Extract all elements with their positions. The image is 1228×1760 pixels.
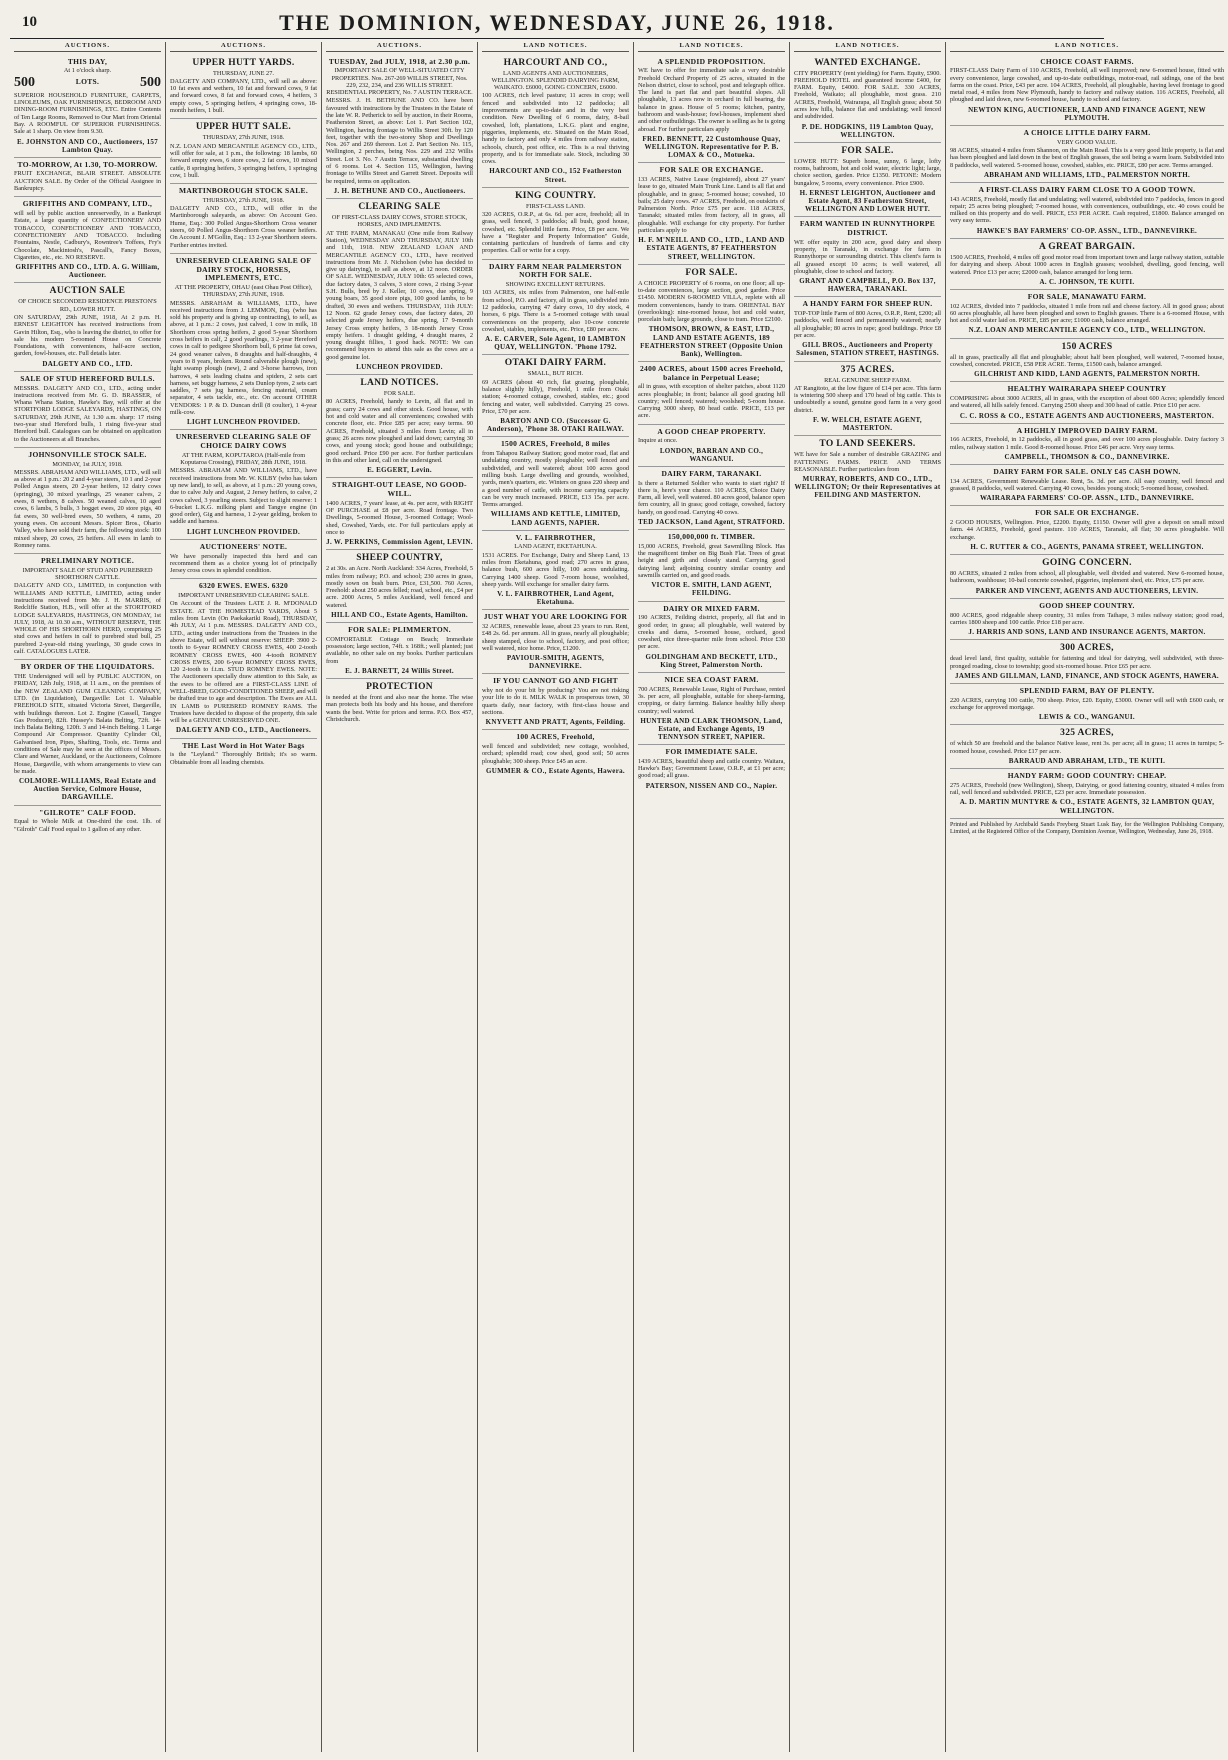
advertisement (950, 684, 1224, 725)
ad-body: 134 ACRES, Government Renewable Lease. Rent, 5s. 3d. per acre. All easy country, well fenced and grassed, 8 paddocks, well watered. Carrying 40 cows, besides young stock; 5-roomed house, cowshed. (950, 477, 1224, 493)
ad-heading: FOR SALE. (841, 145, 894, 156)
ad-body: LOWER HUTT: Superb home, sunny, 6 large, lofty rooms, bathroom, hot and cold water, electric light; large, choice section, garden. Price £1350. PETONE: Modern bungalow, 5 rooms, every convenience. Price £900. (794, 157, 941, 187)
advertisement (638, 602, 785, 673)
ad-signature: DALGETY AND CO., LTD., Auctioneers. (175, 726, 312, 735)
ad-subheading: REAL GENUINE SHEEP FARM. (824, 376, 911, 384)
ad-subheading: VERY GOOD VALUE. (1057, 138, 1117, 146)
advertisement (950, 339, 1224, 383)
ad-signature: LONDON, BARRAN AND CO., WANGANUI. (659, 446, 764, 463)
page-number: 10 (22, 14, 37, 30)
ad-body: MESSRS. ABRAHAM AND WILLIAMS, LTD., will sell as above at 1 p.m.: 20 2 and 4-year steers, 10 1 and 2-year Polled Angus steers, 20 2-year heifers, 12 dairy cows (springing), 30 mixed yearlings, 25 weaner calves, 2 ewes, 8 wethers, 8 calves. 50 weaned calves, 10 aged cows, 6 lambs, 5 bulls, 3 hogget ewes, 20 store pigs, 40 fat ewes, 30 well-bred ewes, 50 wethers, 4 rams, 20 young ewes. On account Messrs. Spicer Bros., Ohario Valley, who have sold their farm, the following stock: 100 mixed sheep, 20 cows, 25 heifers. All ewes in lamb to Romney rams. (14, 468, 161, 549)
ad-heading: TO LAND SEEKERS. (819, 439, 916, 450)
ad-heading: FOR SALE OR EXCHANGE. (1035, 508, 1139, 518)
ad-heading: 100 ACRES, Freehold, (516, 732, 595, 742)
ad-signature: J. HARRIS AND SONS, LAND AND INSURANCE AGENTS, MARTON. (968, 628, 1206, 637)
ad-subheading: FIRST-CLASS LAND. (526, 202, 585, 210)
ad-body: 275 ACRES, Freehold (new Wellington), Sheep, Dairying, or good fattening country, situated 4 miles from rail, well fenced and subdivided. PRICE, £23 per acre. Immediate possession. (950, 781, 1224, 797)
ad-heading: DAIRY FARM, TARANAKI. (661, 468, 762, 478)
ad-heading: MARTINBOROUGH STOCK SALE. (179, 186, 308, 196)
ad-heading: HANDY FARM: GOOD COUNTRY: CHEAP. (1007, 771, 1167, 781)
ad-subheading: IMPORTANT SALE OF WELL-SITUATED CITY PROPERTIES. Nos. 267-269 WILLIS STREET, Nos. 229, 232, 234, and 236 WILLIS STREET. RESIDENTIAL PROPERTY, No. 7 AUSTIN TERRACE. (326, 67, 473, 97)
ad-signature: V. L. FAIRBROTHER, Land Agent, Eketahuna. (497, 590, 614, 607)
ad-body: 143 ACRES, Freehold, mostly flat and undulating; well watered, subdivided into 7 paddocks, fences in good repair; 25 acres being ploughed; 7-roomed house, with conveniences, outbuildings, etc. 40 cows could be milked on this property and do well. PRICE, £53 PER ACRE. Cash required, £1800. Balance arranged on very easy terms. (950, 195, 1224, 225)
ad-signature: GOLDINGHAM AND BECKETT, LTD., King Street, Palmerston North. (645, 652, 778, 669)
ad-body: 166 ACRES, Freehold, in 12 paddocks, all in good grass, and over 100 acres ploughable. Dairy factory 3 miles, railway station 1 mile. Good 8-roomed house. Price £46 per acre. Very easy terms. (950, 436, 1224, 451)
ad-heading: A GREAT BARGAIN. (1038, 241, 1136, 252)
ad-heading: JUST WHAT YOU ARE LOOKING FOR (483, 612, 628, 622)
ad-signature: LIGHT LUNCHEON PROVIDED. (186, 418, 301, 427)
ad-subheading: THURSDAY, 27th JUNE, 1918. (202, 196, 285, 204)
advertisement (326, 199, 473, 375)
ad-signature: TED JACKSON, Land Agent, STRATFORD. (638, 518, 785, 527)
ad-body: COMFORTABLE Cottage on Beach; Immediate possession; large section, 74ft. x 168ft.; well planted; just available, no other sale on my books. Further particulars from (326, 635, 473, 665)
ad-body: FRUIT EXCHANGE, BLAIR STREET. ABSOLUTE AUCTION SALE. By Order of the Official Assignee in Bankruptcy. (14, 170, 161, 193)
advertisement (482, 188, 629, 260)
ad-heading: THIS DAY, (67, 56, 108, 66)
ad-body: WE offer equity in 200 acre, good dairy and sheep property, in Taranaki, in exchange for farm in Runnythorpe or surrounding district. This client's farm is all grassed except 10 acres; is well watered, all ploughable, close to school and factory. (794, 238, 941, 275)
ad-body: AT Rangitoto, at the low figure of £14 per acre. This farm is wintering 500 sheep and 170 head of big cattle. This is undoubtedly a sound, genuine good farm in a very good district. (794, 384, 941, 414)
ad-body: of which 50 are freehold and the balance Native lease, rent 3s. per acre; all in grass; 11 acres in turnips; 5-roomed house, cowshed. Price £17 per acre. (950, 740, 1224, 755)
ad-signature: KNYVETT AND PRATT, Agents, Feilding. (485, 718, 626, 727)
newspaper-title: THE DOMINION, WEDNESDAY, JUNE 26, 1918. (279, 10, 835, 35)
ad-signature: P. DE. HODGKINS, 119 Lambton Quay, WELLINGTON. (801, 122, 934, 139)
advertisement (170, 184, 317, 254)
advertisement (950, 725, 1224, 769)
ad-signature: E. JOHNSTON AND CO., Auctioneers, 157 Lambton Quay. (16, 137, 159, 154)
advertisement (170, 430, 317, 539)
ad-body: MESSRS. ABRAHAM AND WILLIAMS, LTD., have received instructions from Mr. W. KILBY (who has taken up new land), to sell, as above, at 1 p.m.: 20 young cows, due to calve July and August, 2 Jersey heifers, to calve, 2 cows calved, 3 yearling steers. Subject to slight reserve: 1 6-bucket L.K.G. milking plant and Tangye engine (in good order), Gig and harness, 1 2-year gelding, broken to saddle and harness. (170, 467, 317, 526)
ad-heading: SPLENDID FARM, BAY OF PLENTY. (1019, 686, 1155, 695)
ad-body: 80 ACRES, Freehold, handy to Levin, all flat and in grass; carry 24 cows and other stock. Good house, with hot and cold water and all conveniences; cowshed with concrete floor, etc. Price £85 per acre; easy terms. 90 ACRES, Freehold, situated 3 miles from Levin; all in grass; 26 acres now ploughed and laid down; carrying 30 cows, and young stock; good house and outbuildings; good orchard. Price £90 per acre. For further particulars in this and other land, call on the undersigned. (326, 398, 473, 464)
column-header: AUCTIONS. (326, 42, 473, 52)
ad-body: 98 ACRES, situated 4 miles from Shannon, on the Main Road. This is a very good little property, is flat and has been ploughed and laid down in the best of English grasses, the soil being a warm loam. Subdivided into 8 paddocks, well watered. 5-roomed house, cowshed, stables, etc. PRICE, £80 per acre. Terms arranged. (950, 146, 1224, 169)
advertisement (326, 550, 473, 623)
ad-heading: 1500 ACRES, Freehold, 8 miles (501, 439, 610, 449)
ad-heading: CLEARING SALE (358, 202, 441, 213)
ad-body: FIRST-CLASS Dairy Farm of 110 ACRES, Freehold, all well improved; new 6-roomed house, fitted with every convenience, large cowshed, and up-to-date outbuildings, motor-road, rail sidings, one of the best farms on the coast. Price, £43 per acre. 104 ACRES, Freehold, all ploughable, having level frontage to good metal road, 4 miles from New Plymouth, handy to factory and railway station. 116 ACRES, Freehold, all ploughed and laid down, new 6-roomed house, handy to school and factory. (950, 67, 1224, 104)
advertisement (638, 425, 785, 467)
ad-body: MESSRS. J. H. BETHUNE AND CO. have been favoured with instructions by the Trustees in the Estate of the late W. R. Petherick to sell by auction, in their Rooms, Featherston Street, as above: Lot 1. Part Section 102, Wellington, having frontage to Willis Street 30ft. by 120 feet, together with the two-storey Shop and Dwellings Nos. 267 and 269 thereon. Lot 2. Part Section No. 115, Wellington, 2 perches, being Nos. 229 and 232 Willis Street. Lot 3. No. 7 Austin Terrace, substantial dwelling of 6 rooms. Lot 4. Section 115, Wellington, having frontage to Willis Street and Garrett Street. Deposits will be required, terms on application. (326, 97, 473, 185)
ad-heading: A FIRST-CLASS DAIRY FARM CLOSE TO A GOOD TOWN. (978, 184, 1196, 194)
ad-body: 32 ACRES, renewable lease, about 23 years to run. Rent, £48 2s. 6d. per annum. All in grass, nearly all ploughable; sheep stamped, close to school, factory, and post office; well watered, nice home. Price, £1200. (482, 623, 629, 652)
ad-heading: FOR SALE OR EXCHANGE. (659, 165, 764, 175)
advertisement (482, 437, 629, 530)
ad-body: is needed at the front and also near the home. The wise man protects both his body and his house, and therefore wants the best. Write for prices and terms. P.O. Box 457, Christchurch. (326, 694, 473, 723)
ad-heading: 6320 EWES. EWES. 6320 (198, 581, 289, 591)
advertisement (14, 197, 161, 283)
advertisement (950, 382, 1224, 423)
ad-signature: JAMES AND GILLMAN, LAND, FINANCE, AND STOCK AGENTS, HAWERA. (955, 671, 1219, 680)
advertisement (794, 217, 941, 297)
ad-signature: GILCHRIST AND KIDD, LAND AGENTS, PALMERSTON NORTH. (974, 370, 1200, 379)
ad-heading: HEALTHY WAIRARAPA SHEEP COUNTRY (1007, 384, 1167, 394)
ad-signature: H. ERNEST LEIGHTON, Auctioneer and Estate Agent, 83 Featherston Street, WELLINGTON AND LOWER HUTT. (799, 189, 936, 214)
advertisement (170, 540, 317, 580)
ad-body: N.Z. LOAN AND MERCANTILE AGENCY CO., LTD., will offer for sale, at 1 p.m., the following: 18 lambs, 60 forward empty ewes, 6 store cows, 2 fat cows, 10 mixed cattle, 8 springing heifers, 3 springing heifers, 1 springing cow, 1 bull. (170, 142, 317, 179)
ad-signature: BARTON AND CO. (Successor G. Anderson), 'Phone 38. OTAKI RAILWAY. (487, 417, 624, 434)
advertisement (638, 745, 785, 793)
advertisement (950, 55, 1224, 126)
ad-heading: A GOOD CHEAP PROPERTY. (657, 426, 766, 436)
ad-signature: THOMSON, BROWN, & EAST, LTD., LAND AND ESTATE AGENTS, 189 FEATHERSTON STREET (Opposite Union Bank), Wellington. (640, 325, 783, 358)
advertisement (14, 372, 161, 448)
advertisement (326, 478, 473, 550)
ad-heading: FOR SALE: PLIMMERTON. (348, 625, 451, 635)
ad-signature: COLMORE-WILLIAMS, Real Estate and Auction Service, Colmore House, DARGAVILLE. (18, 777, 157, 802)
advertisement (794, 297, 941, 361)
advertisement (950, 769, 1224, 819)
ad-heading: UNRESERVED CLEARING SALE OF CHOICE DAIRY COWS (175, 432, 312, 451)
ad-heading: AUCTIONEERS' NOTE. (199, 541, 288, 551)
ad-subheading: THURSDAY, JUNE 27. (213, 69, 274, 77)
ad-body: 102 ACRES, divided into 7 paddocks, situated 1 mile from rail and cheese factory. All in good grass; about 60 acres ploughable, all have been ploughed and sown to English grasses. There is a 6-roomed House, with hot and cold water laid on. PRICE, £85 per acre; £1000 cash, balance arranged. (950, 302, 1224, 325)
ad-body: 320 ACRES, O.R.P., at 6s. 6d. per acre, freehold; all in grass, well fenced, 3 paddocks; all bush, good house, cowshed, etc. Splendid little farm. Price, £8 per acre. We have a "Register and Property Information" Guide, containing particulars of hundreds of farms and city properties. Call or write for a copy. (482, 210, 629, 255)
lot-count-right: 500 (139, 74, 161, 90)
ad-signature: MURRAY, ROBERTS, AND CO., LTD., WELLINGTON; Or their Representatives at FEILDING AND MASTERTON. (794, 475, 941, 500)
advertisement (170, 579, 317, 738)
advertisement (638, 163, 785, 264)
column-4 (478, 42, 634, 1752)
ad-heading: BY ORDER OF THE LIQUIDATORS. (20, 662, 155, 672)
ad-body: 100 ACRES, rich level pasture; 11 acres in crop; well fenced and subdivided into 12 paddocks; all improvements are up-to-date and in the very best condition. New Dwelling of 6 rooms, dairy, 8-bail cowshed, loft, plantations, L.K.G. plant and engine, piggeries, implements, etc. Situated on the Main Road, handy to factory and only 4 miles from railway station, schools, church, post office, etc. This is a real thriving property, and is for immediate sale. Stock, including 30 cows. (482, 92, 629, 166)
column-7 (946, 42, 1228, 1752)
ad-signature: A. C. JOHNSON, TE KUITI. (1039, 277, 1135, 286)
ad-signature: N.Z. LOAN AND MERCANTILE AGENCY CO., LTD., WELLINGTON. (968, 326, 1206, 335)
column-header: LAND NOTICES. (482, 42, 629, 52)
advertisement (170, 254, 317, 431)
ad-heading: JOHNSONVILLE STOCK SALE. (28, 449, 147, 459)
ad-body: ON SATURDAY, 29th JUNE, 1918, At 2 p.m. H. ERNEST LEIGHTON has received instructions from Gavin Hilton, Esq., who is leaving the district, to offer for sale his modern 5-roomed House on Concrete Foundations, with conveniences, half-acre section, garden, fowl-houses, etc. Full details later. (14, 313, 161, 358)
ad-heading: DAIRY FARM FOR SALE. ONLY £45 CASH DOWN. (993, 467, 1181, 477)
column-2 (166, 42, 322, 1752)
advertisement (14, 283, 161, 372)
ad-signature: WAIRARAPA FARMERS' CO-OP. ASSN., LTD., DANNEVIRKE. (980, 494, 1194, 503)
ad-heading: 150 ACRES (1061, 341, 1113, 352)
advertisement (950, 424, 1224, 465)
ad-heading: 150,000,000 ft. TIMBER. (667, 532, 756, 542)
ad-signature: CAMPBELL, THOMSON & CO., DANNEVIRKE. (1004, 452, 1170, 461)
ad-heading: A HANDY FARM FOR SHEEP RUN. (802, 299, 933, 309)
ad-subheading: AT THE PROPERTY, OHAU (east Ohau Post Office), THURSDAY, 27th JUNE, 1918. (174, 283, 313, 299)
advertisement (170, 55, 317, 120)
ad-signature: H. C. RUTTER & CO., AGENTS, PANAMA STREET, WELLINGTON. (970, 543, 1204, 552)
ad-body: 133 ACRES, Native Lease (registered), about 27 years' lease to go, situated Main Trunk Line. Land is all flat and ploughable, and in grass; 5-roomed house; cowshed, 10 bails; 25 dairy cows. 47 ACRES, Freehold, on outskirts of Palmerston North. Price £75 per acre. 118 ACRES, Taranaki; situated miles from factory, all in grass, all ploughable. Will exchange for city property. For further particulars apply to (638, 175, 785, 234)
ad-subheading: At 1 o'clock sharp. (63, 67, 112, 75)
ad-body: 103 ACRES, six miles from Palmerston, one half-mile from school, P.O. and factory, all in grass, subdivided into 12 paddocks, carrying 47 dairy cows, 10 dry stock, 4 horses, 6 pigs. There is a 5-roomed cottage with usual conveniences on the property, also 10-cow concrete cowshed, stables, implements, etc. Price, £80 per acre. (482, 289, 629, 333)
advertisement (950, 465, 1224, 506)
ad-heading: SHEEP COUNTRY, (356, 553, 443, 564)
ad-heading: FOR SALE, MANAWATU FARM. (1027, 291, 1147, 301)
ad-body: A CHOICE PROPERTY of 6 rooms, on one floor; all up-to-date conveniences, large section, good garden. Price £1450. MODERN 6-ROOMED VILLA, replete with all modern conveniences, handy to tram. ORIENTAL BAY (overlooking): nine-roomed house, hot and cold water, porcelain bath; large grounds, close to tram. Price £2100. (638, 279, 785, 324)
advertisement (794, 55, 941, 143)
ad-heading: GOING CONCERN. (1042, 558, 1132, 569)
ad-heading: 325 ACRES, (1060, 728, 1114, 739)
ad-heading: PRELIMINARY NOTICE. (40, 556, 135, 566)
advertisement (326, 623, 473, 679)
advertisement (638, 467, 785, 530)
ad-body: dead level land, first quality, suitable for fattening and ideal for dairying, well subdivided, with three-pronged roading, close to township; good six-roomed house. Price £65 per acre. (950, 655, 1224, 670)
advertisement (638, 530, 785, 601)
ad-body: from Tahapou Railway Station; good motor road, flat and undulating country, mostly ploughable; well fenced and subdivided, and well watered; about 100 acres good milling bush. Large dwelling and grounds, woolshed, yards, men's quarters, etc. Winters on grass 220 sheep and a good number of cattle, with income carrying capacity can be very much increased. PRICE, £13 15s. per acre. Terms arranged. (482, 450, 629, 509)
masthead-rule (10, 38, 1104, 39)
ad-body: MESSRS. ABRAHAM & WILLIAMS, LTD., have received instructions from J. LEMMON, Esq. (who has sold his property and is giving up contracting), to sell, as above, at 1 p.m.: 2 cows, just calved, 1 cow in milk, 18 Shorthorn cross spring heifers, 2 good 5-year Shorthorn cross heifers in calf, 2 good yearlings, 3 2-year Hereford cows in calf to pedigree Shorthorn bull, 6 prime fat cows, 24 good weaner calves, 8 draughts and half-draughts, 4 years to 8 years, broken. Round calverable plough (new), light swamp plough (new), 2 and 3-horse harrows, iron harrows, 4 sets leading chains and spiders, 2 sets cart harness, set buggy harness, 2 sets Dunlop tyres, 2 sets cart saddles, 7 sets jug harness, fencing material, cream separator, 4 sets tackle, etc., etc. On account OTHER VENDORS: 1 P. & D. Duncan drill (8 coulter), 1 4-year milk-cow. (170, 299, 317, 416)
ad-subheading: FOR SALE. (383, 390, 416, 398)
ad-body: 700 ACRES, Renewable Lease, Right of Purchase, rented 3s. per acre, all ploughable, suitable for sheep-farming, cropping, or dairy farming. Balance healthy hilly sheep country; well watered. (638, 685, 785, 715)
advertisement (14, 554, 161, 660)
ad-body: Is there a Returned Soldier who wants to start right? If there is, here's your chance. 110 ACRES, Choice Dairy Farm, all level, well watered. 80 acres good, balance open fern country, all in grass; good cottage, cowshed, factory handy, on good road. Carrying 40 cows. (638, 479, 785, 516)
ad-subheading: OF FIRST-CLASS DAIRY COWS, STORE STOCK, HORSES, AND IMPLEMENTS. (331, 214, 468, 229)
ad-body: CITY PROPERTY (rent yielding) for Farm. Equity, £900. FREEHOLD HOTEL and guaranteed income £400, for FARM. Equity, £4000. FOR SALE. 330 ACRES, Freehold, Waikato; all ploughable, most grass. 210 ACRES, Freehold, Wairarapa, all English grass; about 50 acres low hills, balance flat and undulating; well fenced and subdivided. (794, 69, 941, 121)
advertisement (950, 290, 1224, 339)
ad-heading: 375 ACRES. (840, 364, 895, 375)
ad-heading: HARCOURT AND CO., (503, 57, 608, 68)
ad-heading: WANTED EXCHANGE. (814, 57, 921, 68)
ad-signature: A. D. MARTIN MUNTYRE & CO., ESTATE AGENTS, 32 LAMBTON QUAY, WELLINGTON. (959, 798, 1215, 815)
advertisement (14, 158, 161, 198)
advertisement (482, 355, 629, 437)
ad-body: 1400 ACRES, 7 years' lease, at 4s. per acre, with RIGHT OF PURCHASE at £8 per acre. Road frontage. Two Dwellings, 5-roomed House, 3-roomed Cottage; Wool-shed, Cowshed, Yards, etc. For full particulars apply at once to (326, 499, 473, 536)
ad-heading: A SPLENDID PROPOSITION. (657, 56, 766, 66)
column-header: LAND NOTICES. (638, 42, 785, 52)
advertisement (950, 506, 1224, 555)
lot-count-row (14, 75, 161, 91)
ad-heading: LAND NOTICES. (360, 378, 439, 389)
ad-subheading: SHOWING EXCELLENT RETURNS. (505, 281, 606, 289)
ad-signature: GRIFFITHS AND CO., LTD. A. G. William, Auctioneer. (15, 263, 160, 280)
advertisement (14, 55, 161, 158)
advertisement (950, 640, 1224, 684)
ad-body: 15,000 ACRES, Freehold, great Sawmilling Block. Has the magnificent timber on Big Bush Flat. Trees of great height and girth and closely stand. Carrying good dairying land; adjoining country similar country and sawmills carried on, and good roads. (638, 542, 785, 580)
ad-heading: PROTECTION (366, 682, 433, 693)
ad-heading: GOOD SHEEP COUNTRY. (1039, 600, 1135, 610)
advertisement (950, 126, 1224, 183)
ad-signature: HARCOURT AND CO., 152 Featherston Street. (489, 167, 622, 184)
advertisement (950, 555, 1224, 599)
advertisement (638, 55, 785, 164)
advertisement (326, 55, 473, 200)
advertisement (638, 362, 785, 425)
ad-signature: HUNTER AND CLARK THOMSON, Land, Estate, and Exchange Agents, 19 TENNYSON STREET, NAPIER. (640, 716, 783, 742)
ad-body: 2 at 30s. an Acre. North Auckland: 334 Acres, Freehold, 5 miles from railway; P.O. and school; 230 acres in grass, mostly sown on bush burn. Price, £31,500. 760 Acres, Freehold: about 250 acres felled; road, school, etc., £4 per acre. 2000 Acres, 5 miles Auckland, well fenced and watered. (326, 565, 473, 609)
ad-heading: UPPER HUTT YARDS. (192, 57, 295, 68)
ad-heading: CHOICE COAST FARMS. (1040, 56, 1134, 66)
ad-body: On Account of the Trustees LATE J. R. M'DONALD ESTATE. AT THE HOMESTEAD YARDS, About 5 miles from Levin (On Paekakariki Road), THURSDAY, 4th JULY, At 1 p.m. MESSRS. DALGETY AND CO., LTD., acting under instructions from the Trustees in the above Estate, will sell without reserve: SHEEP: 3900 2-tooth to 6-year ROMNEY CROSS EWES, 400 2-tooth ROMNEY CROSS EWES, 400 4-tooth ROMNEY CROSS EWES, 200 6-year ROMNEY CROSS EWES, 120 2-tooth to f.t.m. STUD ROMNEY EWES. NOTE: The Auctioneers specially draw attention to this Sale, as the ewes to be offered are a FIRST-CLASS LINE of WELL-BRED, GOOD-CONDITIONED SHEEP, and will be drafted true to age and description. The Ewes are ALL IN LAMB to PUREBRED ROMNEY RAMS. The Trustees have decided to dispose of the property, this sale will be a GENUINE UNRESERVED ONE. (170, 600, 317, 725)
ad-heading: 300 ACRES, (1060, 643, 1114, 654)
ad-heading: UPPER HUTT SALE. (195, 122, 292, 133)
ad-subheading: IMPORTANT SALE OF STUD AND PUREBRED SHORTHORN CATTLE. (22, 566, 153, 582)
ad-body: THE Undersigned will sell by PUBLIC AUCTION, on FRIDAY, 12th July, 1918, at 11 a.m., on the premises of the NEW ZEALAND GUM CLEANING COMPANY, LTD. (in Liquidation), Dargaville: Lot 1. Valuable FREEHOLD SITE, situated Victoria Street, Dargaville, with buildings thereon. Lot 2. Engine (Cassell, Tangye Gas Producer), 82ft. Hussey's Balata Belting, 72ft. 14-inch Balata Belting, 120ft. 3 and 14-inch Belting. 1 Large Compound Air Compressor. Quantity Cylinder Oil, Galvanised Iron, Pipes, Shafting, Tools, etc. Terms and conditions of Sale may be seen at the offices of Messrs. Clare and Warner, Auckland, or the Auctioneers, Colmore House, Dargaville, with whom arrangements to view can be made. (14, 673, 161, 775)
ad-body: WE have for Sale a number of desirable GRAZING and FATTENING FARMS. PRICE AND TERMS REASONABLE. Further particulars from (794, 451, 941, 473)
ad-subheading: THURSDAY, 27th JUNE, 1918. (202, 134, 285, 142)
masthead (10, 6, 1104, 36)
ad-heading: AUCTION SALE (49, 286, 126, 297)
ad-body: COMPRISING about 3000 ACRES, all in grass, with the exception of about 600 Acres; splendidly fenced and watered, all hills safely fenced. Carrying 2500 sheep and 300 head of cattle. Price £10 per acre. (950, 395, 1224, 410)
ad-heading: 2400 ACRES, about 1500 acres Freehold, balance in Perpetual Lease; (639, 363, 783, 382)
ad-body: is the "Leyland." Thoroughly British; it's so warm. Obtainable from all leading chemists. (170, 751, 317, 766)
ad-body: all in grass, practically all flat and ploughable; about half been ploughed, well watered, 7-roomed house, cowshed, concreted. PRICE, £58 PER ACRE. Terms, £1500 cash, balance arranged. (950, 353, 1224, 368)
ad-body: 1531 ACRES. For Exchange, Dairy and Sheep Land, 13 miles from Eketahuna, good road; 270 acres in grass, balance bush, 600 acres hilly, 100 acres undulating. Carrying 1400 sheep. Good 7-room house, woolshed, sheep yards. Will exchange for smaller dairy farm. (482, 551, 629, 588)
ad-heading: FOR SALE. (685, 267, 738, 278)
lot-label: LOTS. (75, 77, 100, 87)
advertisement (638, 673, 785, 745)
ad-body: AT THE FARM, MANAKAU (One mile from Railway Station), WEDNESDAY AND THURSDAY, JULY 10th and 11th, 1918. NEW ZEALAND LOAN AND MERCANTILE AGENCY CO., LTD., have received instructions from Mr. J. Nicholson (who has decided to give up dairying), to sell as above, at 12 noon. ORDER OF SALE. WEDNESDAY, JULY 10th: 65 selected cows, due factory dates, 3 calves, 3 store cows, 2 rising 3-year S.H. Bulls, bred by J. Keller, 10 cows, due spring, 9 young boars, 35 good store pigs, 100 good lambs, to be drafted, 30 ewes and wethers. THURSDAY, 11th JULY: 12 Noon. 62 grade Jersey cows, due factory dates, 20 selected grade Jersey heifers, due spring, 17 9-month Jersey Cross empty heifers, 3 18-month Jersey Cross empty heifers. 1 draught gelding, 4 draught mares, 2 young draught fillies, 1 good hack. NOTE: We can recommend buyers to attend this sale as the cows are a good genuine lot. (326, 229, 473, 361)
column-6 (790, 42, 946, 1752)
advertisement (170, 739, 317, 770)
advertisement (950, 183, 1224, 239)
ad-body: will sell by public auction unreservedly, in a Bankrupt Estate, a large quantity of CONFECTIONERY AND TOBACCO, CONFECTIONERY AND TOBACCO, CONFECTIONERY AND TOBACCO. Including Fountains, Nestle, Cadbury's, Rowntree's Toffees, Fry's Chocolate, Mackintosh's, Pascall's, Fancy Boxes, Cigarettes, etc., etc. NO RESERVE. (14, 210, 161, 261)
ad-heading: OTAKI DAIRY FARM. (504, 358, 607, 369)
imprint-footer: Printed and Published by Archibald Sands Freyberg Stuart Lusk Bay, for the Wellington Publishing Company, Limited, at the Registered Office of the Company, Dominion Avenue, Wellington, Wednesday, June 26, 1918. (950, 821, 1224, 835)
ad-signature: ABRAHAM AND WILLIAMS, LTD., PALMERSTON NORTH. (983, 170, 1191, 179)
ad-heading: TUESDAY, 2nd JULY, 1918, at 2.30 p.m. (328, 56, 471, 66)
ad-body: TOP-TOP little Farm of 800 Acres, O.R.P., Rent, £200; all paddocks, well fenced and permanently watered; nearly all ploughable; 80 acres in rape; good buildings. Price £8 per acre. (794, 310, 941, 340)
advertisement (14, 660, 161, 805)
ad-heading: FOR IMMEDIATE SALE. (665, 747, 758, 757)
ad-body: MESSRS. DALGETY AND CO., LTD., acting under instructions received from Mr. G. D. BRASSER, of Whana Whana Station, Hawke's Bay, will offer at the STORTFORD LODGE SALEYARDS, HASTINGS, ON SATURDAY, 29th JUNE, At 1.30 a.m. sharp: 17 rising two-year stud Hereford bulls, 1 rising five-year stud Hereford bull. Catalogues can be obtained on application to the Auctioneers at all Branches. (14, 384, 161, 443)
column-header: LAND NOTICES. (950, 42, 1224, 52)
ad-signature: PATERSON, NISSEN AND CO., Napier. (645, 781, 778, 790)
ad-heading: NICE SEA COAST FARM. (664, 674, 759, 684)
ad-heading: STRAIGHT-OUT LEASE, NO GOOD-WILL. (332, 480, 467, 498)
advertisement (950, 599, 1224, 640)
ad-signature: HAWKE'S BAY FARMERS' CO-OP. ASSN., LTD., DANNEVIRKE. (976, 226, 1198, 235)
ad-heading: SALE OF STUD HEREFORD BULLS. (20, 373, 155, 383)
ad-signature: HILL AND CO., Estate Agents, Hamilton. (331, 611, 468, 619)
ad-signature: J. W. PERKINS, Commission Agent, LEVIN. (326, 538, 473, 547)
ad-body: 80 ACRES, situated 2 miles from school, all ploughable, well divided and watered. New 6-roomed house, bathroom, washhouse; 10-bail concrete cowshed, piggeries, implement shed, etc. Price, £75 per acre. (950, 570, 1224, 585)
advertisement (482, 730, 629, 778)
ad-signature: E. J. BARNETT, 24 Willis Street. (345, 666, 454, 675)
ad-signature: PAVIOUR-SMITH, AGENTS, DANNEVIRKE. (506, 654, 605, 671)
ad-signature: F. W. WELCH, ESTATE AGENT, MASTERTON. (813, 416, 922, 433)
column-1 (10, 42, 166, 1752)
ad-heading: FARM WANTED IN RUNNYTHORPE DISTRICT. (799, 219, 936, 238)
ad-heading: A CHOICE LITTLE DAIRY FARM. (1023, 127, 1151, 137)
ad-signature: A. E. CARVER, Sole Agent, 10 LAMBTON QUAY, WELLINGTON. 'Phone 1792. (485, 335, 626, 352)
ad-body: 69 ACRES (about 40 rich, flat grazing, ploughable, balance slightly hilly), Freehold, 1 mile from Otaki station; 4-roomed cottage, cowshed, stables, etc.; good fencing and water, well subdivided. Carrying 25 cows. Price, £70 per acre. (482, 378, 629, 415)
ad-signature: LUNCHEON PROVIDED. (356, 363, 443, 372)
ad-heading: TO-MORROW, At 1.30, TO-MORROW. (17, 159, 158, 169)
ad-body: Equal to Whole Milk at One-third the cost. 1lb. of "Gilroth" Calf Food equal to 1 gallon of any other. (14, 818, 161, 833)
ad-body: 1439 ACRES, beautiful sheep and cattle country. Waitara, Hawke's Bay; Government Lease, O.R.P., at £1 per acre; good road; all grass. (638, 757, 785, 780)
ad-heading: A HIGHLY IMPROVED DAIRY FARM. (1016, 425, 1158, 435)
column-5 (634, 42, 790, 1752)
ad-body: why not do your bit by producing? You are not risking your life to do it. MILK WALK in prosperous town, 30 quarts daily, near factory, with first-class house and sections. (482, 687, 629, 717)
advertisement (170, 119, 317, 184)
advertisement (326, 375, 473, 478)
ad-heading: THE Last Word in Hot Water Bags (182, 740, 305, 750)
ad-body: 800 ACRES, good ridgeable sheep country, 31 miles from Taihape, 3 miles railway station; good road, carries 1800 sheep and 100 cattle. Price £18 per acre. (950, 611, 1224, 626)
advertisement (482, 55, 629, 188)
ad-body: We have personally inspected this herd and can recommend them as a choice young lot of principally Jersey cross cows in splendid condition. (170, 552, 317, 575)
column-header: AUCTIONS. (170, 42, 317, 52)
ad-body: SUPERIOR HOUSEHOLD FURNITURE, CARPETS, LINOLEUMS, OAK FURNISHINGS, BEDROOM AND DINING-ROOM FURNISHINGS, ETC. Entire Contents of Ten Large Rooms, Removed to Our Mart from Oriental Bay. A ROOMFUL OF SUPERIOR FURNISHINGS. Sale at 1 sharp. On view from 9.30. (14, 91, 161, 136)
advertisement (482, 674, 629, 730)
ad-signature: FRED. BENNETT, 22 Customhouse Quay, WELLINGTON. Representative for P. B. LOMAX & CO., Motueka. (642, 134, 781, 160)
ad-heading: V. L. FAIRBROTHER, (515, 532, 596, 542)
ad-signature: BARRAUD AND ABRAHAM, LTD., TE KUITI. (1008, 757, 1166, 765)
column-header: AUCTIONS. (14, 42, 161, 52)
column-area (10, 42, 1224, 1752)
ad-signature: PARKER AND VINCENT, AGENTS AND AUCTIONEERS, LEVIN. (975, 586, 1199, 595)
ad-heading: IF YOU CANNOT GO AND FIGHT (493, 676, 618, 686)
ad-signature: LEWIS & CO., WANGANUI. (1039, 713, 1135, 722)
advertisement (794, 436, 941, 502)
ad-subheading: AT THE FARM, KOPUTAROA (Half-mile from Koputaroa Crossing), FRIDAY, 28th JUNE, 1918. (180, 451, 307, 467)
ad-signature: NEWTON KING, AUCTIONEER, LAND AND FINANCE AGENT, NEW PLYMOUTH. (968, 105, 1206, 122)
ad-signature: H. F. M'NEILL AND CO., LTD., LAND AND ESTATE AGENTS, 87 FEATHERSTON STREET, WELLINGTON. (638, 236, 785, 261)
ad-body: 1500 ACRES, Freehold, 4 miles off good motor road from important town and large railway station, suitable for dairying and sheep. About 1000 acres in English grasses; woolshed, dwelling, good fencing, well watered. Price £13 per acre; £2000 cash, balance arranged for long term. (950, 253, 1224, 276)
ad-body: 220 ACRES, carrying 100 cattle, 700 sheep. Price, £20. Equity, £3000. Owner will sell with £600 cash, or exchange for approved mortgage. (950, 696, 1224, 711)
ad-signature: WILLIAMS AND KETTLE, LIMITED, LAND AGENTS, NAPIER. (490, 510, 621, 527)
ad-body: Inquire at once. (638, 437, 678, 445)
ad-signature: J. H. BETHUNE AND CO., Auctioneers. (333, 186, 466, 195)
ad-signature: GILL BROS., Auctioneers and Property Salesmen, STATION STREET, HASTINGS. (796, 341, 939, 358)
advertisement (482, 531, 629, 611)
advertisement (326, 679, 473, 727)
ad-heading: "GILROTE" CALF FOOD. (39, 807, 136, 817)
lot-count-left: 500 (14, 74, 35, 90)
ad-heading: UNRESERVED CLEARING SALE OF DAIRY STOCK, HORSES, IMPLEMENTS, ETC. (175, 255, 312, 283)
ad-body: DALGETY AND CO., LTD., will offer in the Martinborough saleyards, as above: On Account Geo. Hume, Esq.: 300 Polled Angus-Shorthorn Cross weaner steers, 60 Polled Angus-Shorthorn Cross weaner heifers. On Account J. M'Gollin, Esq.: 13 2-year Shorthorn steers. Further entries invited. (170, 205, 317, 249)
ad-body: 190 ACRES, Feilding district, properly, all flat and in good order, in grass; all ploughable, well watered by creeks and dams, 5-roomed house, orchard, good cowshed, nice three-quarter mile from school. Price £30 per acre. (638, 614, 785, 651)
ad-body: DALGETY AND COMPANY, LTD., will sell as above: 10 fat ewes and wethers, 10 fat and forward cows, 9 fat and forward cows, 8 fat and forward cows, 4 heifers, 3 empty cows, 5 springing heifers, 4 springing cows, 18-month heifers, 1 bull. (170, 77, 317, 115)
advertisement (14, 448, 161, 554)
advertisement (14, 806, 161, 837)
ad-signature: C. C. ROSS & CO., ESTATE AGENTS AND AUCTIONEERS, MASTERTON. (959, 411, 1215, 420)
ad-subheading: IMPORTANT UNRESERVED CLEARING SALE. (178, 592, 309, 600)
column-header: LAND NOTICES. (794, 42, 941, 52)
advertisement (794, 143, 941, 218)
ad-body: DALGETY AND CO., LIMITED, in conjunction with WILLIAMS AND KETTLE, LIMITED, acting under instructions received from Mr. J. H. MARRIS, of Redcliffe Station, H.B., will offer at the STORTFORD LODGE SALEYARDS, HASTINGS, ON MONDAY, 1st JULY, 1918, At 10.30 a.m., WITHOUT RESERVE, THE WHOLE OF HIS SHORTHORN HERD, comprising 25 stud cows and heifers in calf to purebred stud bull, 25 purebred 2-year-old rising yearlings, 30 grade cows in calf. CATALOGUES LATER. (14, 582, 161, 656)
ad-signature: GUMMER & CO., Estate Agents, Hawera. (486, 767, 625, 776)
ad-subheading: MONDAY, 1st JULY, 1918. (52, 460, 123, 468)
advertisement (794, 362, 941, 437)
ad-subheading: SMALL, BUT RICH. (527, 370, 584, 378)
ad-subheading: LAND AGENT, EKETAHUNA. (514, 543, 597, 551)
advertisement (638, 265, 785, 362)
ad-signature: GRANT AND CAMPBELL, P.O. Box 137, HAWERA, TARANAKI. (799, 277, 936, 294)
column-3 (322, 42, 478, 1752)
ad-heading: DAIRY FARM NEAR PALMERSTON NORTH FOR SALE. (489, 261, 622, 280)
ad-heading: KING COUNTRY. (515, 190, 596, 201)
ad-subheading: LAND AGENTS AND AUCTIONEERS, WELLINGTON. SPLENDID DAIRYING FARM, WAIKATO. £6000, GOING CONCERN, £6000. (491, 69, 620, 92)
ad-signature: DALGETY AND CO., LTD. (42, 359, 133, 368)
ad-heading: GRIFFITHS AND COMPANY, LTD., (22, 199, 153, 209)
ad-heading: DAIRY OR MIXED FARM. (663, 603, 760, 613)
ad-body: WE have to offer for immediate sale a very desirable Freehold Orchard Property of 25 acres, situated in the Nelson district, close to school, post and telegraph office. The land is part flat and part beautiful slopes. All ploughable, 13 acres now in orchard in full bearing, the balance in grass. House of 5 rooms; kitchen, pantry, bathroom and wash-house; fowl-houses, implement shed and other outbuildings. The owner is selling as he is going abroad. For further particulars apply (638, 67, 785, 133)
ad-signature: E. EGGERT, Levin. (367, 466, 432, 475)
advertisement (950, 239, 1224, 290)
ad-body: 2 GOOD HOUSES, Wellington. Price, £2200. Equity, £1150. Owner will give a deposit on small mixed farm. 44 ACRES, Freehold, good pasture. 110 ACRES, Taranaki, all flat; 30 acres ploughable. Will exchange. (950, 519, 1224, 541)
ad-signature: LIGHT LUNCHEON PROVIDED. (186, 527, 301, 536)
ad-signature: VICTOR E. SMITH, LAND AGENT, FEILDING. (651, 581, 772, 598)
advertisement (482, 610, 629, 674)
advertisement (482, 260, 629, 356)
ad-body: all in grass, with exception of shelter patches, about 1120 acres ploughable; in front; balance all good grazing hill country; well fenced; watered; woolshed; 5-room house. Carrying 3000 sheep, 80 head cattle. PRICE, £13 per acre. (638, 383, 785, 420)
ad-subheading: OF CHOICE SECONDED RESIDENCE PRESTON'S RD., LOWER HUTT. (18, 298, 157, 313)
ad-body: well fenced and subdivided; new cottage, woolshed, orchard; splendid road; cow shed, good soil; 50 acres ploughable; 300 sheep. Price £45 an acre. (482, 743, 629, 765)
